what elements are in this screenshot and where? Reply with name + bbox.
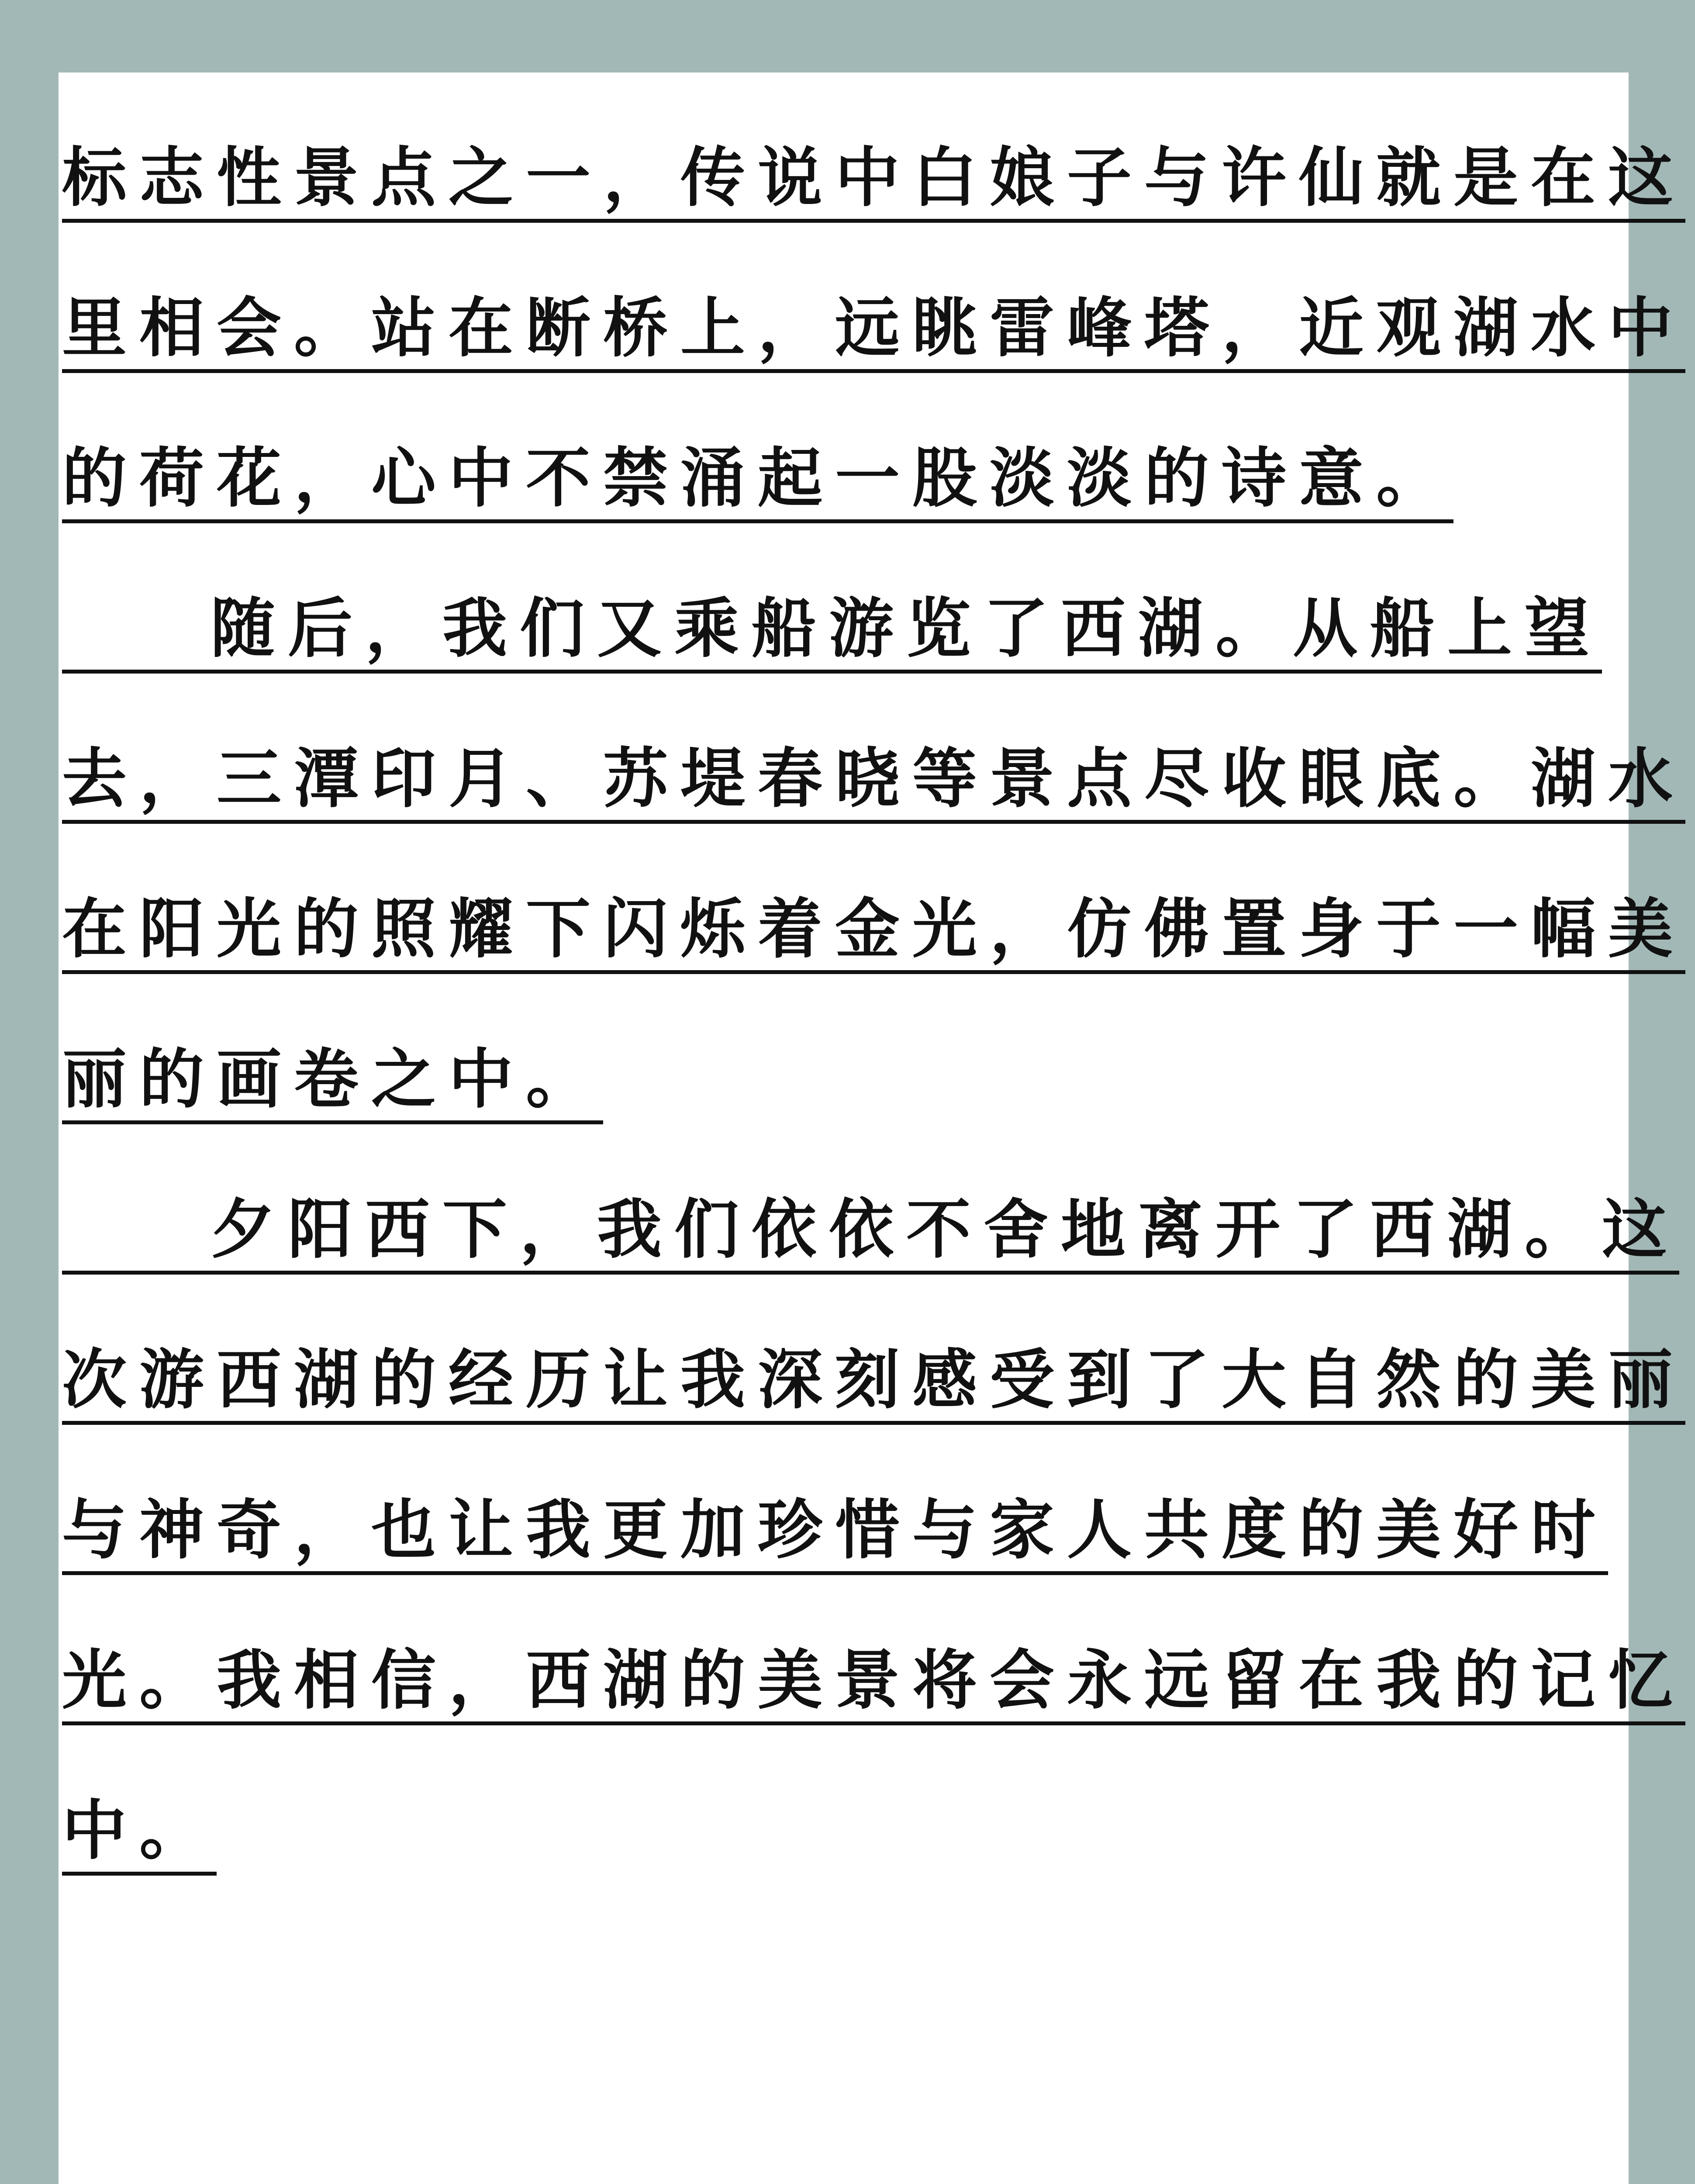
text-line-3 bbox=[62, 373, 1453, 523]
text-line-4 bbox=[62, 523, 1602, 674]
text-line-5 bbox=[62, 674, 1685, 824]
document-page bbox=[59, 73, 1685, 2184]
line-text: 次游西湖的经历让我深刻感受到了大自然的美丽 bbox=[62, 1343, 1685, 1425]
text-line-8 bbox=[62, 1124, 1679, 1275]
text-line-12 bbox=[62, 1725, 217, 1876]
line-text: 中。 bbox=[62, 1794, 217, 1876]
line-text: 夕阳西下，我们依依不舍地离开了西湖。这 bbox=[211, 1192, 1679, 1267]
indented-line-text bbox=[62, 1193, 1679, 1275]
text-line-7 bbox=[62, 974, 603, 1124]
indented-line-text bbox=[62, 592, 1602, 674]
line-text: 标志性景点之一，传说中白娘子与许仙就是在这 bbox=[62, 141, 1685, 223]
line-text: 去，三潭印月、苏堤春晓等景点尽收眼底。湖水 bbox=[62, 742, 1685, 824]
text-line-2 bbox=[62, 223, 1685, 373]
text-line-11 bbox=[62, 1575, 1685, 1725]
line-text: 随后，我们又乘船游览了西湖。从船上望 bbox=[211, 591, 1602, 666]
text-line-6 bbox=[62, 824, 1685, 974]
line-text: 在阳光的照耀下闪烁着金光，仿佛置身于一幅美 bbox=[62, 892, 1685, 974]
text-line-1 bbox=[62, 73, 1685, 223]
line-text: 与神奇，也让我更加珍惜与家人共度的美好时 bbox=[62, 1493, 1608, 1575]
line-text: 丽的画卷之中。 bbox=[62, 1043, 603, 1124]
line-text: 光。我相信，西湖的美景将会永远留在我的记忆 bbox=[62, 1644, 1685, 1725]
text-line-9 bbox=[62, 1275, 1685, 1425]
line-text: 的荷花，心中不禁涌起一股淡淡的诗意。 bbox=[62, 442, 1453, 523]
text-line-10 bbox=[62, 1425, 1608, 1575]
line-text: 里相会。站在断桥上，远眺雷峰塔，近观湖水中 bbox=[62, 291, 1685, 373]
